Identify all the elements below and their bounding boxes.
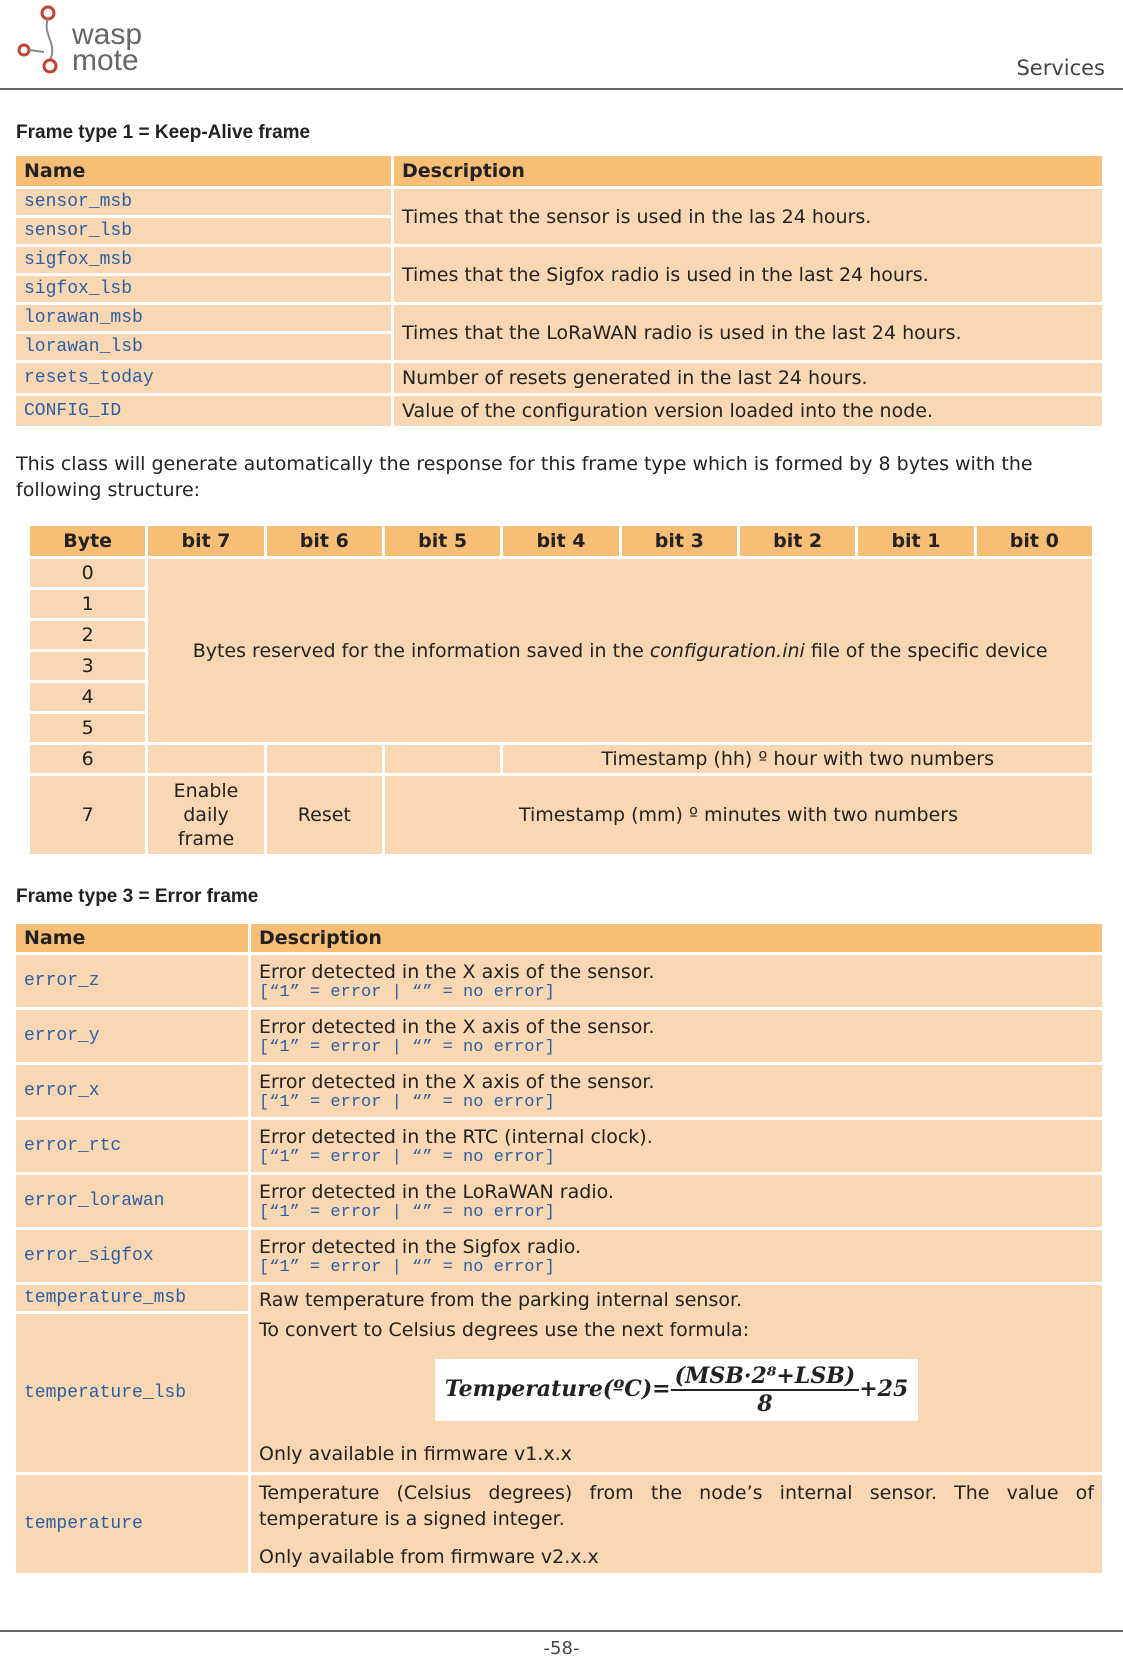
temperature-v2-text: Only available from firmware v2.x.x [259, 1546, 599, 1568]
byte-number: 5 [30, 714, 145, 742]
formula-rhs: +25 [859, 1376, 909, 1402]
enable-daily-cell: Enable daily frame [148, 776, 263, 854]
error-table [13, 921, 1105, 1576]
formula-lhs: Temperature(ºC)= [444, 1376, 671, 1402]
empty-cell [385, 745, 500, 773]
byte-number: 6 [30, 745, 145, 773]
formula-numerator: (MSB·2⁸+LSB) [671, 1363, 860, 1391]
svg-text:mote: mote [72, 44, 139, 77]
field-description: Times that the Sigfox radio is used in the last 24 hours. [394, 247, 1102, 302]
field-description [251, 1120, 1102, 1172]
byte-number: 2 [30, 621, 145, 649]
byte-number: 0 [30, 559, 145, 587]
empty-cell [148, 745, 263, 773]
temperature-raw-description [251, 1285, 1102, 1472]
col-name: Name [16, 924, 248, 952]
desc-text: Error detected in the X axis of the sensor. [259, 1070, 655, 1093]
header-divider [0, 88, 1123, 90]
page-number: -58- [543, 1638, 580, 1659]
structure-paragraph: This class will generate automatically the response for this frame type which is formed by 8 bytes with the following structure: [16, 453, 1033, 501]
col-name: Name [16, 156, 391, 186]
desc-text: Error detected in the Sigfox radio. [259, 1235, 582, 1258]
reserved-file: configuration.ini [649, 639, 805, 662]
byte-number: 7 [30, 776, 145, 854]
field-name: error_rtc [16, 1120, 248, 1172]
field-name: lorawan_lsb [16, 334, 391, 360]
desc-code: [“1” = error | “” = no error] [259, 982, 555, 1002]
reserved-text: Bytes reserved for the information saved in the [192, 639, 650, 662]
desc-text: Error detected in the X axis of the sensor. [259, 960, 655, 983]
temp-v1-text: Only available in firmware v1.x.x [259, 1443, 572, 1465]
field-name: error_x [16, 1065, 248, 1117]
timestamp-mm-cell: Timestamp (mm) º minutes with two numbers [385, 776, 1092, 854]
field-name: lorawan_msb [16, 305, 391, 331]
field-description [251, 955, 1102, 1007]
field-name: temperature_msb [16, 1285, 248, 1311]
byte-number: 3 [30, 652, 145, 680]
field-name: error_z [16, 955, 248, 1007]
page-header [0, 0, 1123, 90]
field-name: sigfox_lsb [16, 276, 391, 302]
field-description: Value of the configuration version loaded into the node. [394, 396, 1102, 426]
field-description: Number of resets generated in the last 24 hours. [394, 363, 1102, 393]
bit-header: bit 4 [503, 526, 618, 556]
bit-header: bit 3 [622, 526, 737, 556]
formula-wrapper [259, 1359, 1094, 1421]
bit-header: bit 5 [385, 526, 500, 556]
formula-denominator: 8 [757, 1391, 773, 1417]
field-name: temperature [16, 1475, 248, 1573]
keepalive-title: Frame type 1 = Keep-Alive frame [16, 122, 311, 143]
field-name: sensor_lsb [16, 218, 391, 244]
field-name: sensor_msb [16, 189, 391, 215]
desc-code: [“1” = error | “” = no error] [259, 1257, 555, 1277]
field-name: sigfox_msb [16, 247, 391, 273]
col-description: Description [251, 924, 1102, 952]
field-description: Times that the LoRaWAN radio is used in the last 24 hours. [394, 305, 1102, 360]
field-name: error_sigfox [16, 1230, 248, 1282]
field-name: temperature_lsb [16, 1314, 248, 1472]
field-description: Times that the sensor is used in the las 24 hours. [394, 189, 1102, 244]
desc-code: [“1” = error | “” = no error] [259, 1147, 555, 1167]
empty-cell [267, 745, 382, 773]
temp-convert-text: To convert to Celsius degrees use the next formula: [259, 1319, 750, 1341]
desc-code: [“1” = error | “” = no error] [259, 1092, 555, 1112]
desc-text: Error detected in the X axis of the sensor. [259, 1015, 655, 1038]
timestamp-hh-cell: Timestamp (hh) º hour with two numbers [503, 745, 1092, 773]
keepalive-table [13, 153, 1105, 429]
temperature-desc-text: Temperature (Celsius degrees) from the node’s internal sensor. The value of temperature is a signed integer. [259, 1482, 1094, 1530]
desc-text: Error detected in the RTC (internal clock). [259, 1125, 653, 1148]
bit-header: bit 1 [858, 526, 973, 556]
bit-header: bit 0 [977, 526, 1092, 556]
temp-raw-text: Raw temperature from the parking internal sensor. [259, 1289, 743, 1311]
waspmote-logo [14, 4, 184, 80]
reserved-text: file of the specific device [804, 639, 1048, 662]
field-name: error_lorawan [16, 1175, 248, 1227]
byte-number: 1 [30, 590, 145, 618]
reserved-bytes-cell [148, 559, 1092, 742]
field-name: CONFIG_ID [16, 396, 391, 426]
error-title: Frame type 3 = Error frame [16, 886, 259, 907]
svg-text:wasp: wasp [72, 18, 143, 51]
field-name: resets_today [16, 363, 391, 393]
byte-number: 4 [30, 683, 145, 711]
reset-cell: Reset [267, 776, 382, 854]
formula-fraction [671, 1363, 860, 1417]
section-name: Services [1016, 56, 1105, 80]
desc-code: [“1” = error | “” = no error] [259, 1037, 555, 1057]
temperature-formula [435, 1359, 919, 1421]
field-description [251, 1065, 1102, 1117]
bit-header: bit 7 [148, 526, 263, 556]
field-description [251, 1175, 1102, 1227]
field-name: error_y [16, 1010, 248, 1062]
desc-code: [“1” = error | “” = no error] [259, 1202, 555, 1222]
desc-text: Error detected in the LoRaWAN radio. [259, 1180, 614, 1203]
temperature-description [251, 1475, 1102, 1573]
field-description [251, 1230, 1102, 1282]
bit-header: bit 6 [267, 526, 382, 556]
field-description [251, 1010, 1102, 1062]
footer-divider [0, 1630, 1123, 1632]
col-description: Description [394, 156, 1102, 186]
bit-header: bit 2 [740, 526, 855, 556]
byte-structure-table [27, 523, 1095, 857]
byte-header: Byte [30, 526, 145, 556]
